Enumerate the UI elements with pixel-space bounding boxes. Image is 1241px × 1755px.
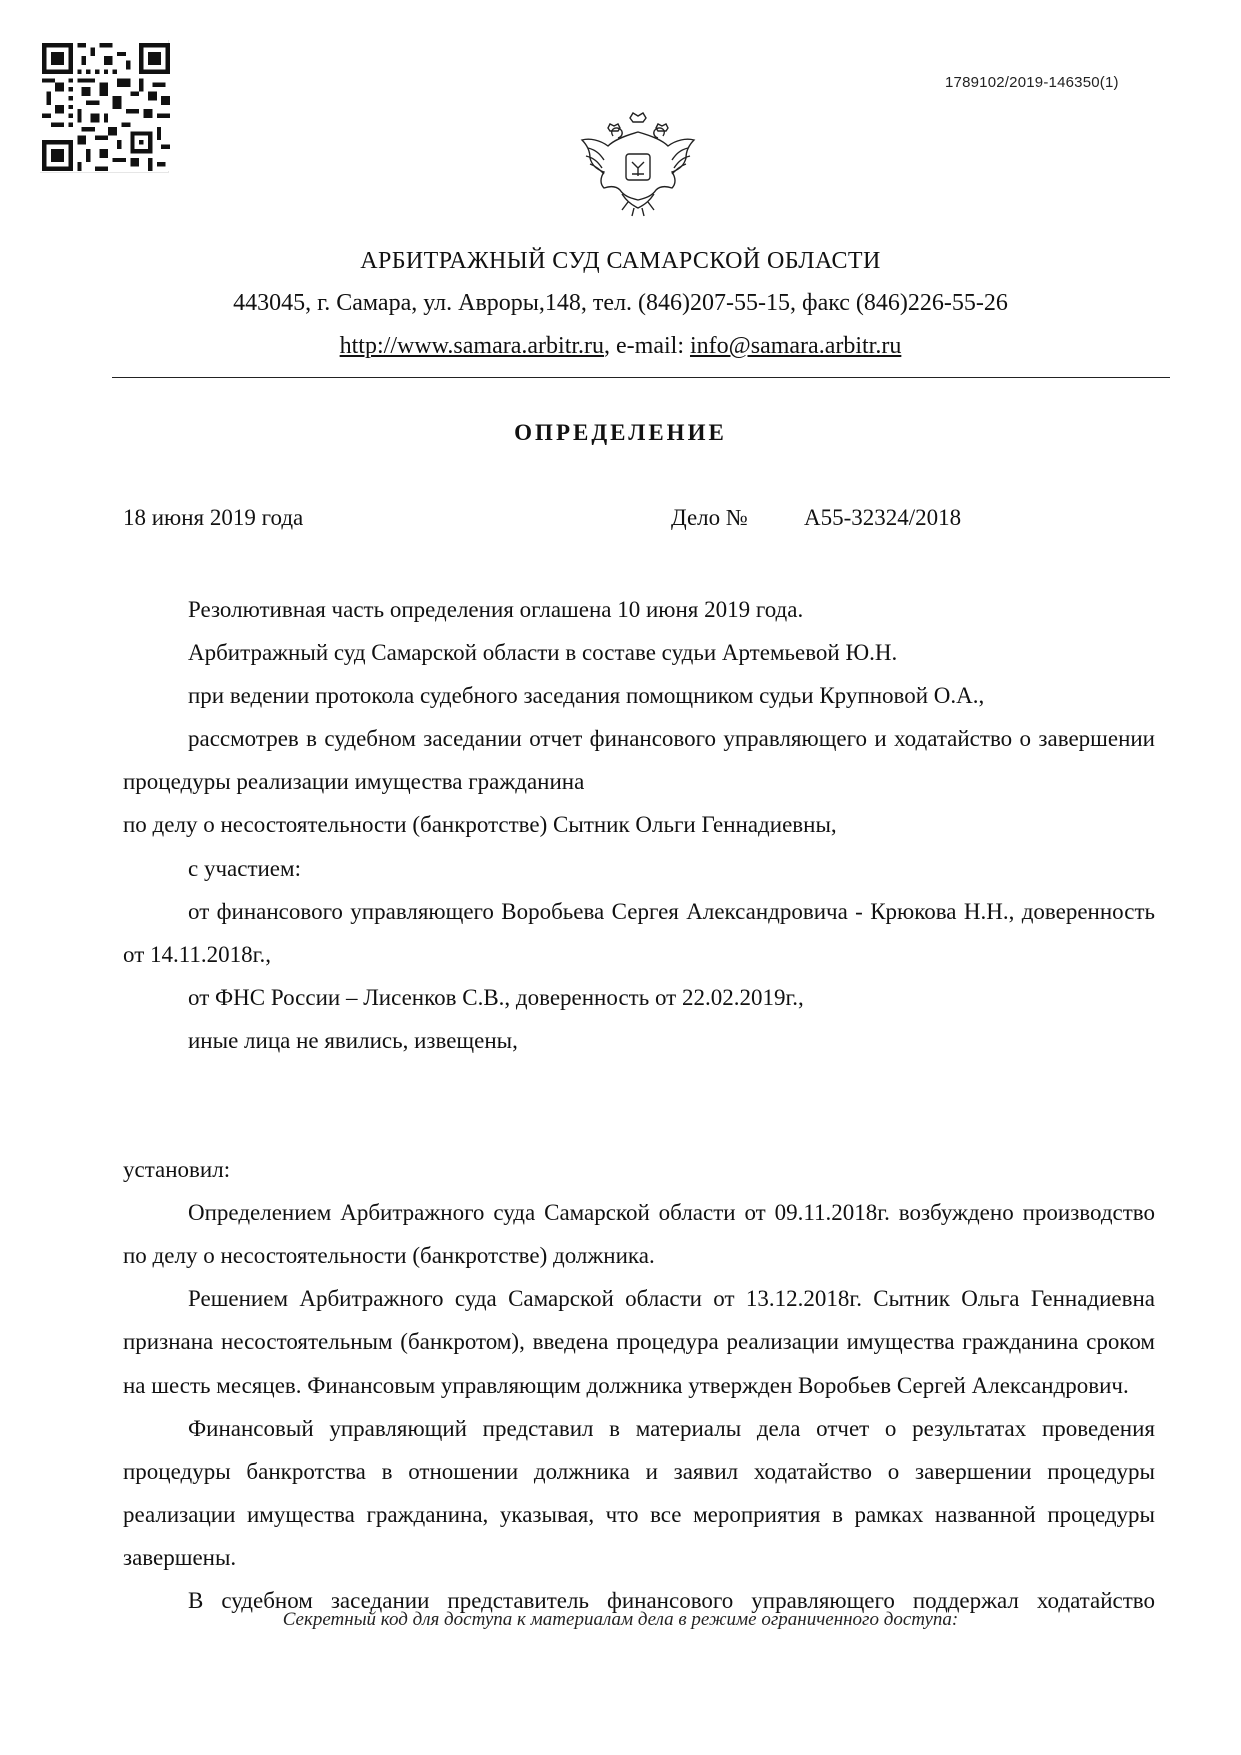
document-date: 18 июня 2019 года (123, 505, 304, 530)
court-name: АРБИТРАЖНЫЙ СУД САМАРСКОЙ ОБЛАСТИ (360, 248, 881, 274)
document-number: 1789102/2019-146350(1) (945, 74, 1119, 91)
court-address: 443045, г. Самара, ул. Авроры,148, тел. (846)207-55-15, факс (846)226-55-26 (233, 290, 1008, 316)
header-divider (112, 377, 1170, 378)
body-paragraph: рассмотрев в судебном заседании отчет финансового управляющего и ходатайство о завершении процедуры реализации имущества гражданина (123, 726, 1155, 795)
secret-code-footer: Секретный код для доступа к материалам дела в режиме ограниченного доступа: (282, 1609, 959, 1630)
body-paragraph: от финансового управляющего Воробьева Сергея Александровича - Крюкова Н.Н., доверенность от 14.11.2018г., (123, 898, 1155, 967)
body-paragraph: Финансовый управляющий представил в материалы дела отчет о результатах проведения процедуры банкротства в отношении должника и заявил ходатайство о завершении процедуры реализации имущества гражданина, указывая, что все мероприятия в рамках названной процедуры завершены. (123, 1415, 1155, 1570)
body-paragraph: Решением Арбитражного суда Самарской области от 13.12.2018г. Сытник Ольга Геннадиевна признана несостоятельным (банкротом), введена процедура реализации имущества гражданина сроком на шесть месяцев. Финансовым управляющим должника утвержден Воробьев Сергей Александрович. (123, 1286, 1155, 1398)
court-email-link[interactable]: info@samara.arbitr.ru (689, 333, 902, 359)
coat-of-arms-emblem (578, 110, 698, 218)
body-paragraph: при ведении протокола судебного заседания помощником судьи Крупновой О.А., (188, 683, 985, 709)
case-number: А55-32324/2018 (804, 505, 962, 530)
document-title: ОПРЕДЕЛЕНИЕ (514, 420, 727, 445)
paragraph-gap (123, 1062, 1155, 1148)
qr-code-icon (42, 42, 170, 172)
body-paragraph: от ФНС России – Лисенков С.В., доверенность от 22.02.2019г., (188, 984, 804, 1010)
document-body (123, 588, 1155, 1622)
body-paragraph: В судебном заседании представитель финансового управляющего поддержал ходатайство (188, 1587, 1155, 1613)
body-paragraph: иные лица не явились, извещены, (188, 1027, 518, 1053)
court-contacts (0, 333, 1241, 360)
body-paragraph: по делу о несостоятельности (банкротстве) Сытник Ольги Геннадиевны, (123, 812, 837, 838)
court-website-link[interactable]: http://www.samara.arbitr.ru (339, 333, 605, 359)
body-paragraph: установил: (123, 1157, 231, 1183)
body-paragraph: с участием: (188, 855, 301, 881)
body-paragraph: Резолютивная часть определения оглашена 10 июня 2019 года. (188, 597, 804, 622)
email-prefix: , e-mail: (604, 333, 690, 359)
case-label: Дело № (671, 505, 748, 530)
body-paragraph: Определением Арбитражного суда Самарской области от 09.11.2018г. возбуждено производство по делу о несостоятельности (банкротстве) должника. (123, 1200, 1155, 1269)
body-paragraph: Арбитражный суд Самарской области в составе судьи Артемьевой Ю.Н. (188, 640, 898, 666)
